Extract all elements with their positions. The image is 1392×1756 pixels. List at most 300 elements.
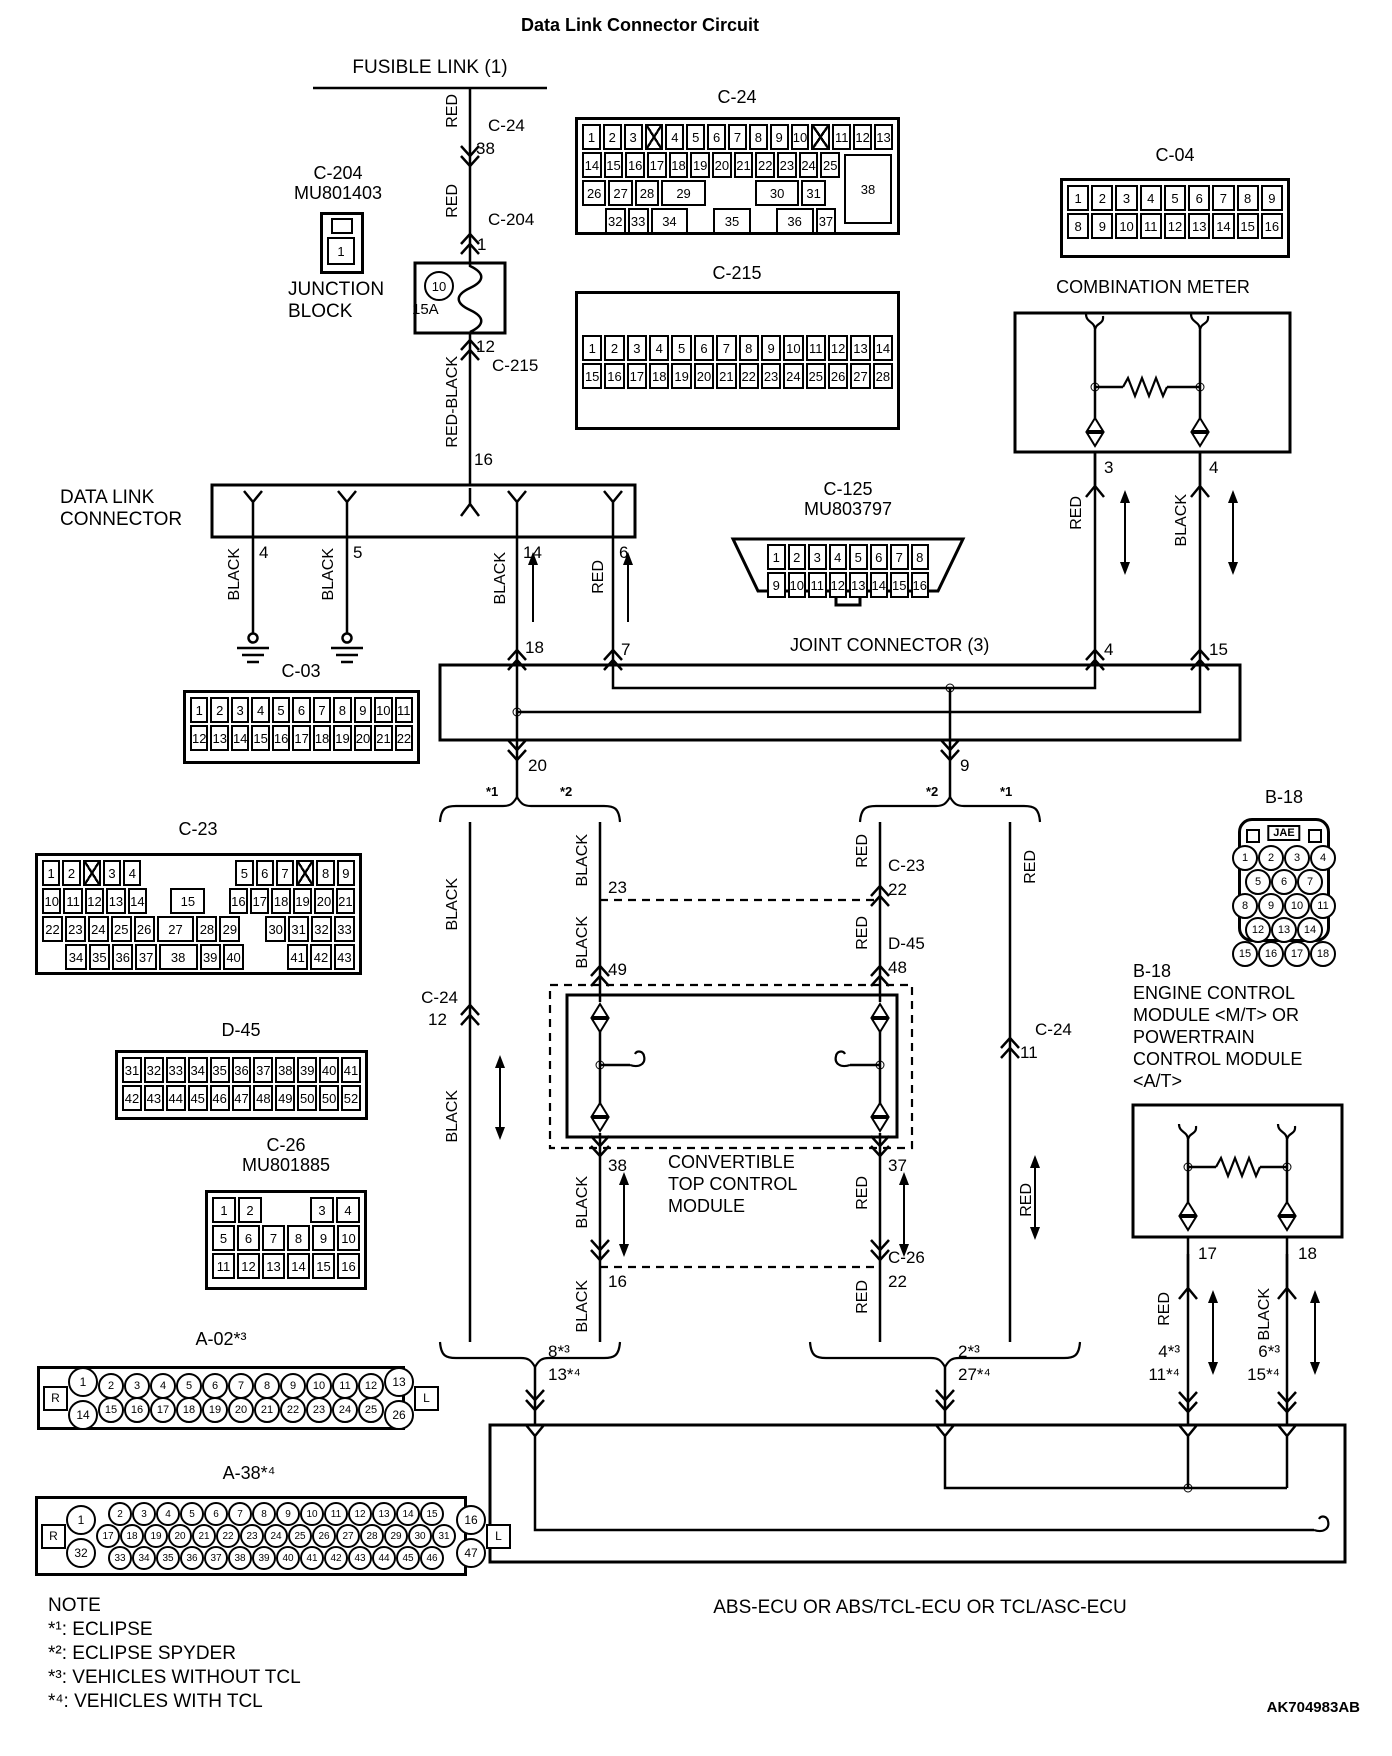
pin-cell: 24	[783, 363, 803, 389]
pin-cell: 27	[608, 180, 632, 206]
pin-circle: 29	[384, 1524, 408, 1548]
pin-cell	[296, 860, 314, 886]
abs-pin-15-4: 15*⁴	[1247, 1365, 1280, 1384]
wire-color-black-dlc4: BLACK	[226, 548, 243, 601]
pin-circle: 20	[168, 1524, 192, 1548]
b18-pin-grid	[1238, 846, 1330, 966]
pin-cell: 16	[625, 152, 645, 178]
dlc-pin-5: 5	[353, 543, 363, 562]
c24-connector-title: C-24	[717, 87, 757, 107]
wire-color-red-ecm: RED	[1156, 1292, 1173, 1326]
pin-circle: 30	[408, 1524, 432, 1548]
pin-circle: 23	[240, 1524, 264, 1548]
wire-color-black-outer-a: BLACK	[444, 878, 461, 931]
pin-cell: 49	[275, 1085, 295, 1111]
module-pin-49: 49	[608, 960, 627, 979]
c204-connector-icon	[320, 212, 364, 274]
pin-circle: 8	[254, 1373, 280, 1399]
pin-cell: 41	[287, 944, 308, 970]
pin-cell: 13	[210, 725, 228, 751]
pin-cell: 35	[210, 1057, 230, 1083]
pin-cell: 7	[276, 860, 294, 886]
pin-cell: 15	[582, 363, 602, 389]
pin-cell: 12	[85, 888, 104, 914]
fuse-rating: 15A	[412, 301, 439, 318]
pin-cell	[207, 888, 226, 914]
c24-pin-12: 12	[428, 1010, 447, 1029]
pin-cell: 10	[791, 124, 810, 150]
c125-part-number: MU803797	[803, 499, 893, 519]
pin-circle: 21	[254, 1397, 280, 1423]
variant-star1-right: *1	[1000, 784, 1013, 799]
pin-cell: 31	[122, 1057, 142, 1083]
pin-cell: 5	[686, 124, 705, 150]
pin-cell: 39	[297, 1057, 317, 1083]
pin-cell: 33	[334, 916, 355, 942]
pin-cell	[645, 124, 664, 150]
pin-cell: 7	[728, 124, 747, 150]
b18-corner-square-left	[1246, 829, 1260, 843]
b18-connector-title: B-18	[1264, 787, 1304, 807]
pin-circle: 4	[150, 1373, 176, 1399]
pin-cell: 8	[316, 860, 334, 886]
module-pin-37: 37	[888, 1156, 907, 1175]
wire-color-red-2: RED	[444, 184, 461, 218]
connector-c24	[575, 117, 900, 235]
pin-cell: 34	[65, 944, 86, 970]
ecm-line-4: CONTROL MODULE	[1133, 1049, 1303, 1069]
pin-cell: 32	[144, 1057, 164, 1083]
pin-cell: 7	[1212, 185, 1234, 211]
pin-cell: 29	[219, 916, 240, 942]
a38-connector-title: A-38*⁴	[222, 1463, 276, 1483]
wire-color-red-b: RED	[854, 916, 871, 950]
d45-connector-title: D-45	[221, 1020, 261, 1040]
pin-cell: 16	[1261, 213, 1283, 239]
a02-pin-13: 13	[384, 1367, 414, 1397]
ecm-pin-18: 18	[1298, 1244, 1317, 1263]
pin-circle: 3	[1284, 845, 1310, 871]
pin-circle: 12	[348, 1502, 372, 1526]
c24-pin-38: 38	[476, 139, 495, 158]
fusible-link-label: FUSIBLE LINK (1)	[352, 57, 508, 78]
pin-cell: 17	[250, 888, 269, 914]
pin-cell: 14	[287, 1253, 310, 1279]
a02-pin-grid	[98, 1374, 384, 1422]
wire-color-red-1: RED	[444, 94, 461, 128]
pin-circle: 13	[1271, 917, 1297, 943]
pin-cell: 6	[237, 1225, 260, 1251]
pin-cell: 11	[63, 888, 82, 914]
pin-circle: 3	[124, 1373, 150, 1399]
pin-cell: 15	[890, 572, 909, 598]
pin-cell: 15	[170, 888, 205, 914]
pin-circle: 18	[120, 1524, 144, 1548]
pin-cell: 6	[1188, 185, 1210, 211]
pin-circle: 8	[252, 1502, 276, 1526]
abs-pin-27-4: 27*⁴	[958, 1365, 991, 1384]
pin-circle: 19	[202, 1397, 228, 1423]
pin-cell	[690, 208, 711, 234]
pin-cell: 4	[665, 124, 684, 150]
meter-pin-4: 4	[1209, 458, 1219, 477]
pin-cell: 2	[788, 544, 807, 570]
pin-circle: 24	[332, 1397, 358, 1423]
pin-cell: 3	[808, 544, 827, 570]
pin-cell: 4	[829, 544, 848, 570]
wire-color-red-dlc6: RED	[590, 560, 607, 594]
pin-cell: 39	[200, 944, 221, 970]
pin-cell: 34	[188, 1057, 208, 1083]
pin-cell	[811, 124, 830, 150]
pin-cell: 23	[777, 152, 797, 178]
pin-cell: 28	[196, 916, 217, 942]
pin-cell: 36	[776, 208, 814, 234]
pin-cell: 17	[627, 363, 647, 389]
pin-cell: 41	[341, 1057, 361, 1083]
pin-cell: 21	[716, 363, 736, 389]
pin-cell: 21	[374, 725, 392, 751]
pin-cell: 18	[669, 152, 689, 178]
dlc-label-1: DATA LINK	[60, 487, 155, 508]
pin-cell: 10	[783, 335, 803, 361]
joint-pin-7: 7	[621, 640, 631, 659]
pin-cell: 9	[1091, 213, 1113, 239]
c204-connector-name: C-204	[313, 163, 363, 183]
pin-cell: 42	[122, 1085, 142, 1111]
pin-cell: 15	[251, 725, 269, 751]
pin-circle: 41	[300, 1546, 324, 1570]
a02-pin-1: 1	[68, 1367, 98, 1397]
page-title: Data Link Connector Circuit	[520, 15, 760, 35]
pin-cell: 16	[337, 1253, 360, 1279]
note-item-1: *¹: ECLIPSE	[48, 1619, 153, 1640]
wire-color-red-f: RED	[1018, 1183, 1035, 1217]
pin-cell: 22	[739, 363, 759, 389]
pin-cell: 37	[253, 1057, 273, 1083]
pin-cell: 1	[42, 860, 60, 886]
note-item-2: *²: ECLIPSE SPYDER	[48, 1643, 236, 1664]
pin-cell: 26	[134, 916, 155, 942]
pin-circle: 5	[1245, 869, 1271, 895]
a38-pin-1: 1	[66, 1505, 96, 1535]
joint-pin-9: 9	[960, 756, 970, 775]
connector-c125	[766, 543, 930, 599]
pin-cell: 9	[770, 124, 789, 150]
pin-cell: 31	[801, 180, 825, 206]
abs-pin-2-3: 2*³	[958, 1342, 980, 1361]
pin-cell: 12	[1164, 213, 1186, 239]
pin-circle: 25	[288, 1524, 312, 1548]
pin-circle: 15	[98, 1397, 124, 1423]
d45-pin-48: 48	[888, 958, 907, 977]
pin-circle: 15	[420, 1502, 444, 1526]
pin-cell: 6	[694, 335, 714, 361]
pin-cell: 36	[232, 1057, 252, 1083]
pin-circle: 22	[280, 1397, 306, 1423]
pin-circle: 8	[1232, 893, 1258, 919]
pin-cell: 1	[1067, 185, 1089, 211]
pin-cell: 2	[238, 1197, 262, 1223]
pin-cell: 14	[870, 572, 889, 598]
wire-color-black-dlc14: BLACK	[492, 552, 509, 605]
abs-pin-11-4: 11*⁴	[1148, 1365, 1180, 1384]
joint-pin-15: 15	[1209, 640, 1228, 659]
pin-cell: 5	[235, 860, 253, 886]
a02-right-marker: R	[43, 1386, 68, 1411]
pin-cell: 5	[272, 697, 290, 723]
pin-cell: 3	[624, 124, 643, 150]
pin-cell: 27	[157, 916, 195, 942]
pin-circle: 14	[1297, 917, 1323, 943]
dlc-pin-4: 4	[259, 543, 269, 562]
fuse-number-badge: 10	[424, 271, 454, 301]
pin-circle: 7	[1297, 869, 1323, 895]
pin-cell: 25	[806, 363, 826, 389]
pin-cell: 19	[690, 152, 710, 178]
pin-cell: 7	[716, 335, 736, 361]
c24-cell-38: 38	[844, 154, 892, 224]
a38-pin-grid	[96, 1503, 456, 1569]
pin-cell: 12	[828, 335, 848, 361]
pin-circle: 11	[324, 1502, 348, 1526]
pin-circle: 14	[396, 1502, 420, 1526]
pin-circle: 10	[306, 1373, 332, 1399]
pin-cell: 17	[647, 152, 667, 178]
note-title: NOTE	[48, 1595, 101, 1616]
pin-cell: 25	[111, 916, 132, 942]
pin-cell: 8	[911, 544, 930, 570]
wire-color-black-meter: BLACK	[1173, 494, 1190, 547]
pin-cell: 5	[849, 544, 868, 570]
pin-cell: 11	[808, 572, 827, 598]
pin-circle: 40	[276, 1546, 300, 1570]
pin-circle: 24	[264, 1524, 288, 1548]
pin-cell: 3	[627, 335, 647, 361]
c24-pin-11: 11	[1020, 1043, 1038, 1062]
pin-cell: 27	[850, 363, 870, 389]
pin-cell: 5	[671, 335, 691, 361]
wire-color-black-c: BLACK	[574, 1176, 591, 1229]
pin-cell: 19	[293, 888, 312, 914]
junction-block-label-2: BLOCK	[288, 301, 353, 322]
pin-cell: 11	[395, 697, 413, 723]
pin-cell: 1	[190, 697, 208, 723]
a38-left-marker: L	[486, 1524, 511, 1549]
pin-cell: 33	[166, 1057, 186, 1083]
pin-cell: 1	[582, 335, 602, 361]
pin-circle: 2	[98, 1373, 124, 1399]
pin-circle: 38	[228, 1546, 252, 1570]
abs-ecu-label: ABS-ECU OR ABS/TCL-ECU OR TCL/ASC-ECU	[713, 1597, 1127, 1618]
pin-circle: 35	[156, 1546, 180, 1570]
pin-cell: 9	[337, 860, 355, 886]
connector-d45	[115, 1050, 368, 1120]
c215-pin-12: 12	[476, 337, 495, 356]
b18-corner-square-right	[1308, 829, 1322, 843]
pin-circle: 12	[1245, 917, 1271, 943]
module-pin-23: 23	[608, 878, 627, 897]
wire-color-red-c: RED	[854, 1176, 871, 1210]
pin-circle: 43	[348, 1546, 372, 1570]
wire-color-black-ecm: BLACK	[1256, 1288, 1273, 1341]
pin-cell: 35	[89, 944, 110, 970]
pin-circle: 17	[1284, 941, 1310, 967]
pin-cell: 26	[582, 180, 606, 206]
abs-pin-6-3: 6*³	[1258, 1342, 1280, 1361]
pin-cell: 9	[354, 697, 372, 723]
c204-pin-1: 1	[477, 235, 487, 254]
pin-cell: 4	[251, 697, 269, 723]
pin-circle: 4	[1310, 845, 1336, 871]
a38-pin-16: 16	[456, 1505, 486, 1535]
pin-cell: 15	[312, 1253, 335, 1279]
pin-cell: 25	[820, 152, 840, 178]
pin-cell: 30	[265, 916, 286, 942]
pin-cell	[242, 916, 263, 942]
a02-pin-14: 14	[68, 1400, 98, 1430]
wire-color-red-meter: RED	[1068, 496, 1085, 530]
note-item-4: *⁴: VEHICLES WITH TCL	[48, 1691, 263, 1712]
pin-cell: 12	[190, 725, 208, 751]
pin-circle: 18	[1310, 941, 1336, 967]
c215-ref-label: C-215	[492, 356, 539, 375]
connector-c03	[183, 690, 420, 764]
connector-a38	[35, 1496, 502, 1576]
wire-color-black-outer-b: BLACK	[444, 1090, 461, 1143]
pin-circle: 15	[1232, 941, 1258, 967]
pin-circle: 6	[202, 1373, 228, 1399]
pin-cell: 1	[767, 544, 786, 570]
pin-cell: 11	[212, 1253, 235, 1279]
pin-cell: 11	[1140, 213, 1162, 239]
pin-cell: 18	[313, 725, 331, 751]
c204-part-number: MU801403	[293, 183, 383, 203]
pin-cell: 12	[853, 124, 872, 150]
combination-meter-title: COMBINATION METER	[1056, 277, 1250, 297]
pin-cell: 14	[582, 152, 602, 178]
pin-cell: 10	[1115, 213, 1137, 239]
pin-cell	[149, 888, 168, 914]
c26-connector-title: C-26	[266, 1135, 306, 1155]
pin-cell	[42, 944, 63, 970]
pin-cell: 11	[806, 335, 826, 361]
pin-cell: 13	[106, 888, 125, 914]
pin-cell: 5	[212, 1225, 235, 1251]
pin-circle: 11	[1310, 893, 1336, 919]
abs-pin-13-4: 13*⁴	[548, 1365, 581, 1384]
pin-circle: 13	[372, 1502, 396, 1526]
pin-cell: 10	[374, 697, 392, 723]
a02-left-marker: L	[414, 1386, 439, 1411]
pin-cell: 31	[288, 916, 309, 942]
variant-star1-left: *1	[486, 784, 499, 799]
pin-circle: 19	[144, 1524, 168, 1548]
pin-circle: 10	[1284, 893, 1310, 919]
module-name-1: CONVERTIBLE	[668, 1152, 795, 1172]
pin-circle: 33	[108, 1546, 132, 1570]
pin-cell: 37	[816, 208, 837, 234]
pin-cell: 50	[319, 1085, 339, 1111]
pin-circle: 16	[1258, 941, 1284, 967]
pin-cell: 24	[88, 916, 109, 942]
wire-color-red-e: RED	[1022, 850, 1039, 884]
pin-cell: 10	[788, 572, 807, 598]
pin-circle: 34	[132, 1546, 156, 1570]
pin-cell: 16	[604, 363, 624, 389]
pin-circle: 39	[252, 1546, 276, 1570]
wire-color-black-a: BLACK	[574, 834, 591, 887]
pin-cell: 8	[1237, 185, 1259, 211]
pin-cell: 16	[911, 572, 930, 598]
module-name-2: TOP CONTROL	[668, 1174, 798, 1194]
dlc-pin-16: 16	[474, 450, 493, 469]
pin-circle: 28	[360, 1524, 384, 1548]
pin-cell: 44	[166, 1085, 186, 1111]
c26-part-number: MU801885	[241, 1155, 331, 1175]
pin-cell: 22	[755, 152, 775, 178]
pin-cell: 10	[42, 888, 61, 914]
pin-cell	[246, 944, 285, 970]
pin-cell: 9	[767, 572, 786, 598]
pin-circle: 25	[358, 1397, 384, 1423]
pin-cell: 13	[1188, 213, 1210, 239]
pin-circle: 20	[228, 1397, 254, 1423]
pin-cell: 9	[1261, 185, 1283, 211]
pin-circle: 27	[336, 1524, 360, 1548]
pin-cell: 2	[604, 335, 624, 361]
pin-cell: 38	[159, 944, 198, 970]
pin-cell: 12	[829, 572, 848, 598]
wire-color-red-d: RED	[854, 1280, 871, 1314]
pin-circle: 10	[300, 1502, 324, 1526]
a38-pin-47: 47	[456, 1538, 486, 1568]
pin-circle: 46	[420, 1546, 444, 1570]
pin-cell: 15	[604, 152, 624, 178]
pin-cell: 22	[395, 725, 413, 751]
pin-cell: 2	[62, 860, 80, 886]
pin-cell: 9	[312, 1225, 335, 1251]
pin-cell: 15	[1237, 213, 1259, 239]
pin-cell: 28	[873, 363, 893, 389]
pin-circle: 9	[280, 1373, 306, 1399]
pin-cell: 36	[112, 944, 133, 970]
pin-circle: 45	[396, 1546, 420, 1570]
connector-c23	[35, 853, 362, 975]
c204-icon-cell: 1	[327, 237, 355, 265]
pin-cell: 35	[713, 208, 751, 234]
dlc-pin-6: 6	[619, 543, 629, 562]
pin-circle: 16	[124, 1397, 150, 1423]
wire-color-red-a: RED	[854, 834, 871, 868]
pin-cell: 38	[275, 1057, 295, 1083]
pin-cell: 40	[319, 1057, 339, 1083]
pin-cell: 19	[333, 725, 351, 751]
pin-cell: 13	[874, 124, 893, 150]
pin-cell: 43	[334, 944, 355, 970]
b18-brand-label: JAE	[1267, 825, 1300, 841]
pin-cell: 1	[582, 124, 601, 150]
pin-circle: 23	[306, 1397, 332, 1423]
joint-pin-4: 4	[1104, 640, 1114, 659]
connector-a02	[37, 1366, 430, 1430]
pin-cell: 19	[671, 363, 691, 389]
pin-cell: 8	[1067, 213, 1089, 239]
pin-circle: 7	[228, 1502, 252, 1526]
pin-cell: 47	[232, 1085, 252, 1111]
a38-right-marker: R	[41, 1524, 66, 1549]
pin-cell: 3	[1115, 185, 1137, 211]
